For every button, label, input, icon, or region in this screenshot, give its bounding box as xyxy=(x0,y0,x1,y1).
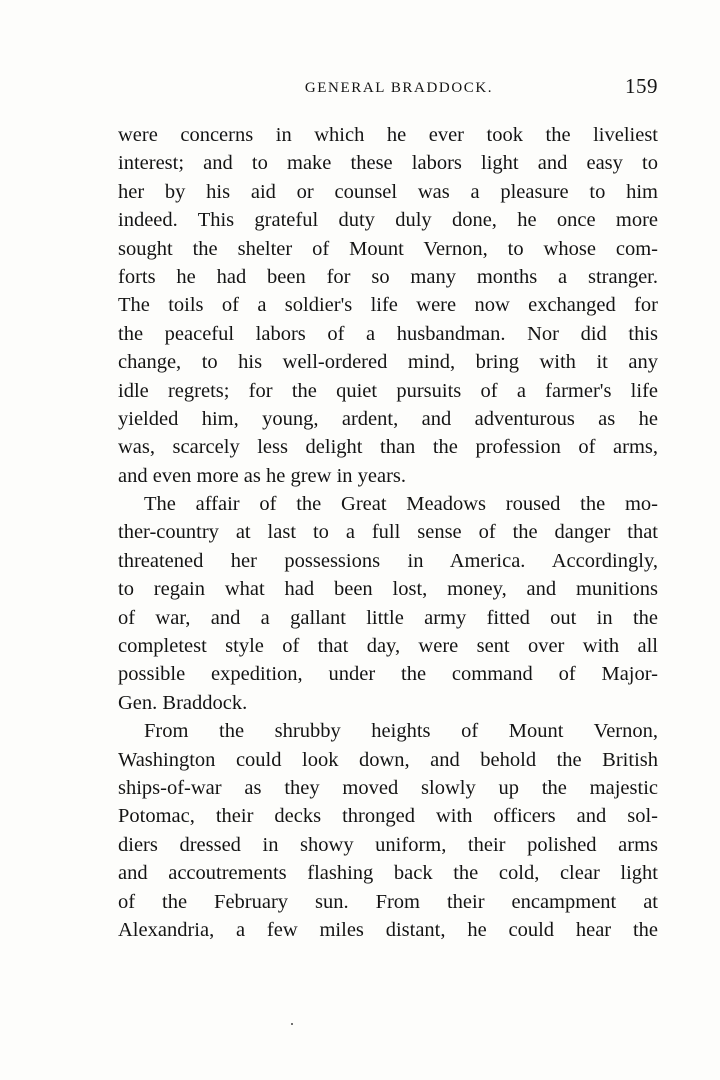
text-line: Potomac, their decks thronged with officers and sol- xyxy=(118,805,658,828)
text-line: yielded him, young, ardent, and adventurous as he xyxy=(118,407,658,430)
text-line: her by his aid or counsel was a pleasure to him xyxy=(118,180,658,203)
text-line: possible expedition, under the command of Major- xyxy=(118,663,658,686)
text-line: interest; and to make these labors light and easy to xyxy=(118,152,658,175)
body-text xyxy=(118,121,658,944)
text-line: was, scarcely less delight than the profession of arms, xyxy=(118,436,658,459)
text-line: Alexandria, a few miles distant, he could hear the xyxy=(118,918,658,941)
text-line: the peaceful labors of a husbandman. Nor did this xyxy=(118,322,658,345)
text-line: threatened her possessions in America. Accordingly, xyxy=(118,549,658,572)
paragraph-end-line: and even more as he grew in years. xyxy=(118,464,407,487)
text-line: of war, and a gallant little army fitted out in the xyxy=(118,606,658,629)
text-line: The toils of a soldier's life were now exchanged for xyxy=(118,294,658,317)
running-title: GENERAL BRADDOCK. xyxy=(304,80,494,96)
text-line: diers dressed in showy uniform, their polished arms xyxy=(118,833,658,856)
text-line: idle regrets; for the quiet pursuits of a farmer's life xyxy=(118,379,658,402)
paragraph-start-line: From the shrubby heights of Mount Vernon, xyxy=(144,720,658,743)
text-line: to regain what had been lost, money, and munitions xyxy=(118,578,658,601)
running-head xyxy=(118,74,658,104)
text-line: ther-country at last to a full sense of the danger that xyxy=(118,521,658,544)
text-line: sought the shelter of Mount Vernon, to whose com- xyxy=(118,237,658,260)
page-number: 159 xyxy=(625,74,658,98)
text-line: completest style of that day, were sent over with all xyxy=(118,635,658,658)
text-line: and accoutrements flashing back the cold, clear light xyxy=(118,862,658,885)
paragraph-end-line: Gen. Braddock. xyxy=(118,691,248,714)
text-line: of the February sun. From their encampment at xyxy=(118,890,658,913)
text-line: indeed. This grateful duty duly done, he once more xyxy=(118,209,658,232)
paper-speck xyxy=(291,1023,293,1025)
text-line: forts he had been for so many months a stranger. xyxy=(118,265,658,288)
text-line: were concerns in which he ever took the liveliest xyxy=(118,124,658,146)
text-line: ships-of-war as they moved slowly up the majestic xyxy=(118,776,658,799)
text-line: Washington could look down, and behold the British xyxy=(118,748,658,771)
text-line: change, to his well-ordered mind, bring with it any xyxy=(118,351,658,374)
paragraph-start-line: The affair of the Great Meadows roused the mo- xyxy=(144,493,658,516)
